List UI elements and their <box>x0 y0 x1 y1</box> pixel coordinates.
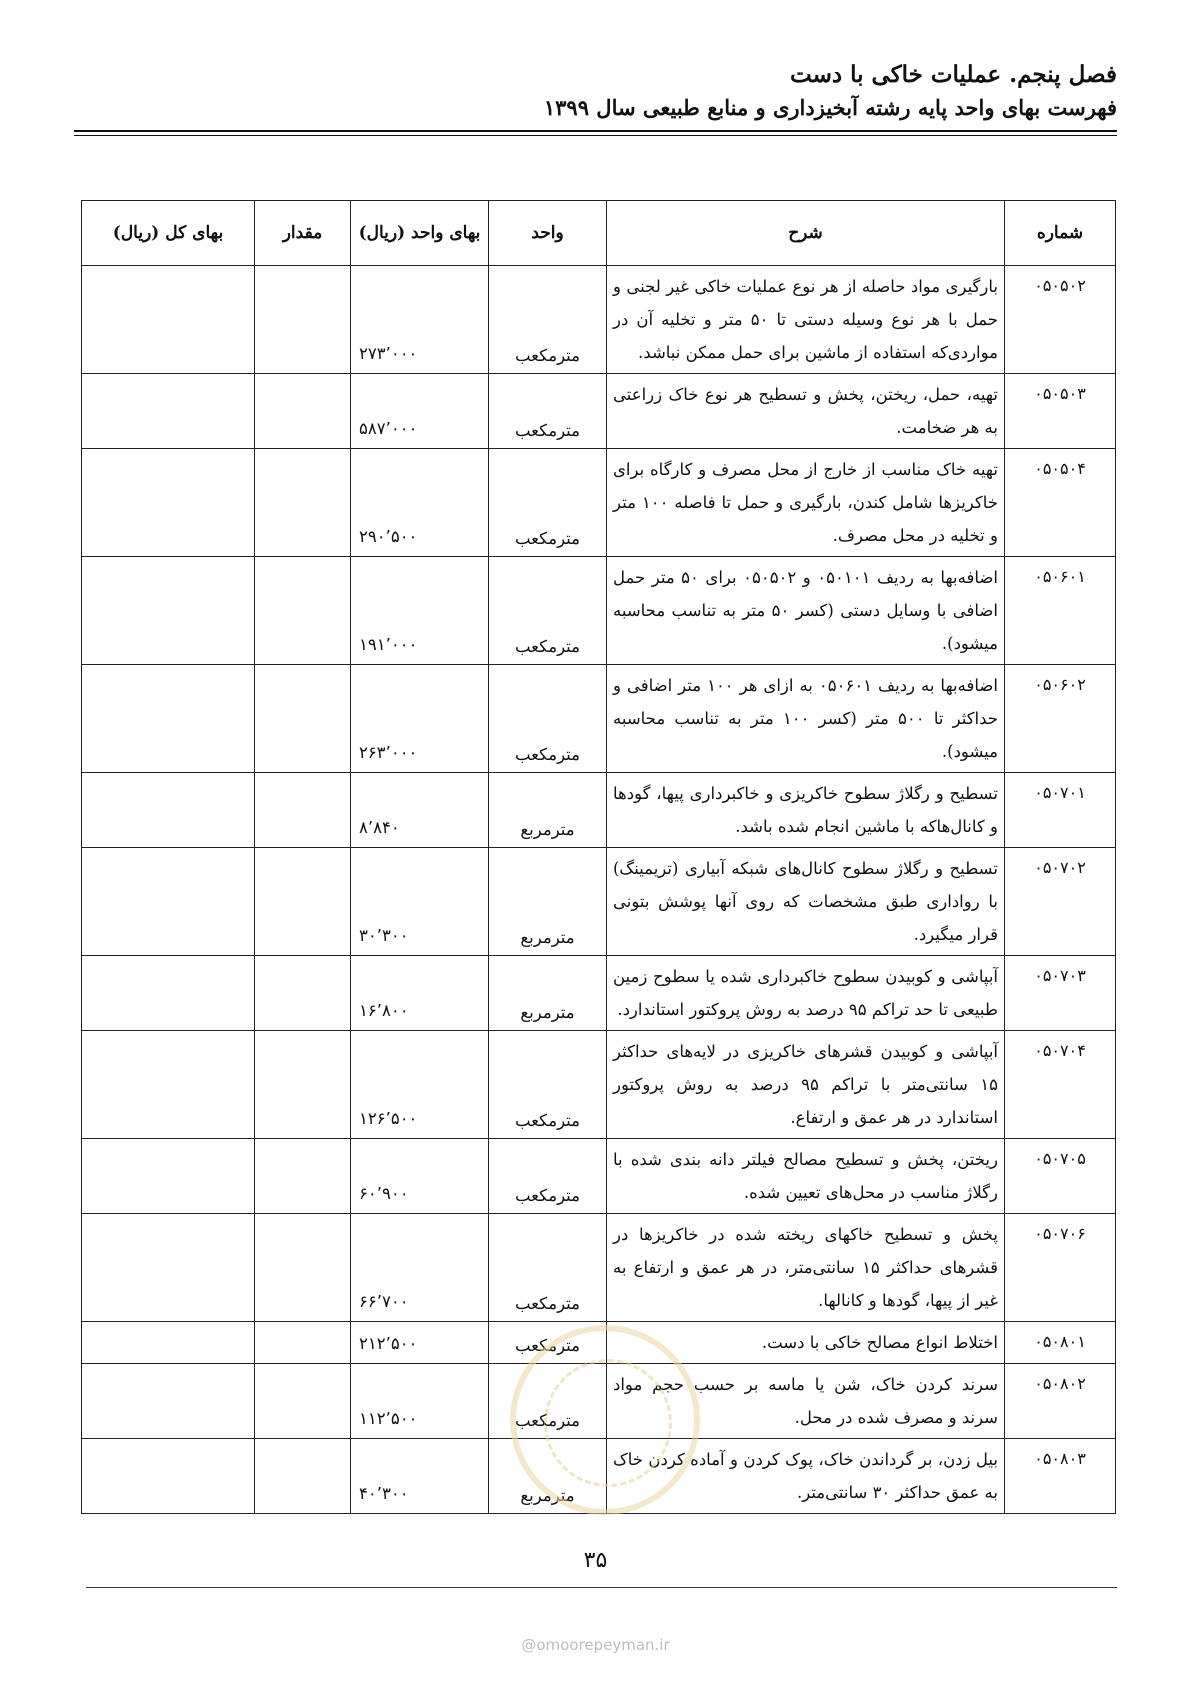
row-quantity <box>255 1031 351 1139</box>
row-total <box>82 374 255 449</box>
row-description: تهیه خاک مناسب از خارج از محل مصرف و کارگاه برای خاکریزها شامل کندن، بارگیری و حمل تا فاصله ۱۰۰ متر و تخلیه در محل مصرف. <box>607 449 1005 557</box>
row-quantity <box>255 848 351 956</box>
row-unit-price: ۳۰٬۳۰۰ <box>351 848 489 956</box>
row-unit-price: ۴۰٬۳۰۰ <box>351 1439 489 1514</box>
row-unit-price: ۲۷۳٬۰۰۰ <box>351 266 489 374</box>
row-quantity <box>255 1139 351 1214</box>
row-quantity <box>255 1214 351 1322</box>
row-quantity <box>255 665 351 773</box>
row-unit: مترمکعب <box>489 1364 607 1439</box>
row-number: ۰۵۰۷۰۵ <box>1005 1139 1116 1214</box>
row-unit-price: ۲۹۰٬۵۰۰ <box>351 449 489 557</box>
row-description: بیل زدن، بر گرداندن خاک، پوک کردن و آماده کردن خاک به عمق حداکثر ۳۰ سانتی‌متر. <box>607 1439 1005 1514</box>
row-description: اختلاط انواع مصالح خاکی با دست. <box>607 1322 1005 1364</box>
row-total <box>82 1139 255 1214</box>
col-total-header: بهای کل (ریال) <box>82 201 255 266</box>
row-description: تسطیح و رگلاژ سطوح کانال‌های شبکه آبیاری (تریمینگ) با رواداری طبق مشخصات که روی آنها پوشش بتونی قرار میگیرد. <box>607 848 1005 956</box>
row-number: ۰۵۰۵۰۲ <box>1005 266 1116 374</box>
watermark-seal <box>510 1325 700 1515</box>
row-number: ۰۵۰۷۰۶ <box>1005 1214 1116 1322</box>
row-total <box>82 266 255 374</box>
row-unit-price: ۱۱۲٬۵۰۰ <box>351 1364 489 1439</box>
row-total <box>82 1322 255 1364</box>
page-number: ۳۵ <box>583 1548 608 1573</box>
table-row <box>82 557 1116 665</box>
row-description: بارگیری مواد حاصله از هر نوع عملیات خاکی غیر لجنی و حمل با هر نوع وسیله دستی تا ۵۰ متر و تخلیه آن در مواردی‌که استفاده از ماشین برای حمل ممکن نباشد. <box>607 266 1005 374</box>
row-number: ۰۵۰۶۰۲ <box>1005 665 1116 773</box>
website-watermark: @omoorepeyman.ir <box>521 1636 670 1654</box>
row-quantity <box>255 956 351 1031</box>
row-number: ۰۵۰۵۰۳ <box>1005 374 1116 449</box>
row-total <box>82 449 255 557</box>
row-unit: مترمربع <box>489 956 607 1031</box>
header-rule-thin <box>74 135 1117 136</box>
row-unit-price: ۱۹۱٬۰۰۰ <box>351 557 489 665</box>
page-header <box>544 58 1117 124</box>
table-row <box>82 1031 1116 1139</box>
table-header-row <box>82 201 1116 266</box>
row-description: اضافه‌بها به ردیف ۰۵۰۱۰۱ و ۰۵۰۵۰۲ برای ۵۰ متر حمل اضافی با وسایل دستی (کسر ۵۰ متر به تناسب محاسبه میشود). <box>607 557 1005 665</box>
row-unit-price: ۲۱۲٬۵۰۰ <box>351 1322 489 1364</box>
row-quantity <box>255 1364 351 1439</box>
row-description: سرند کردن خاک، شن یا ماسه بر حسب حجم مواد سرند و مصرف شده در محل. <box>607 1364 1005 1439</box>
row-description: پخش و تسطیح خاکهای ریخته شده در خاکریزها در قشرهای حداکثر ۱۵ سانتی‌متر، در هر عمق و ارتفاع به غیر از پیها، گودها و کانالها. <box>607 1214 1005 1322</box>
row-number: ۰۵۰۸۰۲ <box>1005 1364 1116 1439</box>
row-number: ۰۵۰۷۰۲ <box>1005 848 1116 956</box>
table-row <box>82 374 1116 449</box>
row-total <box>82 557 255 665</box>
row-total <box>82 848 255 956</box>
row-unit: مترمربع <box>489 848 607 956</box>
row-number: ۰۵۰۷۰۱ <box>1005 773 1116 848</box>
footer-rule <box>86 1587 1117 1588</box>
row-unit-price: ۲۶۳٬۰۰۰ <box>351 665 489 773</box>
row-quantity <box>255 1439 351 1514</box>
row-quantity <box>255 773 351 848</box>
table-row <box>82 266 1116 374</box>
row-total <box>82 1439 255 1514</box>
row-total <box>82 1364 255 1439</box>
table-row <box>82 773 1116 848</box>
chapter-title: فصل پنجم. عملیات خاکی با دست <box>790 61 1117 88</box>
row-unit: مترمکعب <box>489 557 607 665</box>
row-number: ۰۵۰۵۰۴ <box>1005 449 1116 557</box>
row-number: ۰۵۰۷۰۳ <box>1005 956 1116 1031</box>
row-unit: مترمکعب <box>489 266 607 374</box>
row-number: ۰۵۰۸۰۳ <box>1005 1439 1116 1514</box>
row-unit: مترمکعب <box>489 1322 607 1364</box>
row-unit: مترمکعب <box>489 449 607 557</box>
row-unit-price: ۶۰٬۹۰۰ <box>351 1139 489 1214</box>
row-unit: مترمربع <box>489 773 607 848</box>
row-unit: مترمکعب <box>489 1214 607 1322</box>
row-unit-price: ۶۶٬۷۰۰ <box>351 1214 489 1322</box>
col-unit-price-header: بهای واحد (ریال) <box>351 201 489 266</box>
row-unit-price: ۸٬۸۴۰ <box>351 773 489 848</box>
row-unit-price: ۱۶٬۸۰۰ <box>351 956 489 1031</box>
table-row <box>82 1214 1116 1322</box>
table-row <box>82 1139 1116 1214</box>
col-unit-header: واحد <box>489 201 607 266</box>
row-quantity <box>255 449 351 557</box>
row-number: ۰۵۰۷۰۴ <box>1005 1031 1116 1139</box>
row-quantity <box>255 266 351 374</box>
table-row <box>82 956 1116 1031</box>
row-number: ۰۵۰۶۰۱ <box>1005 557 1116 665</box>
row-unit: مترمربع <box>489 1439 607 1514</box>
row-unit: مترمکعب <box>489 374 607 449</box>
document-title: فهرست بهای واحد پایه رشته آبخیزداری و منابع طبیعی سال ۱۳۹۹ <box>543 95 1117 120</box>
col-description-header: شرح <box>607 201 1005 266</box>
row-unit-price: ۵۸۷٬۰۰۰ <box>351 374 489 449</box>
row-unit: مترمکعب <box>489 665 607 773</box>
row-unit: مترمکعب <box>489 1031 607 1139</box>
row-description: اضافه‌بها به ردیف ۰۵۰۶۰۱ به ازای هر ۱۰۰ متر اضافی و حداکثر تا ۵۰۰ متر (کسر ۱۰۰ متر به تناسب محاسبه میشود). <box>607 665 1005 773</box>
row-description: تهیه، حمل، ریختن، پخش و تسطیح هر نوع خاک زراعتی به هر ضخامت. <box>607 374 1005 449</box>
row-description: ریختن، پخش و تسطیح مصالح فیلتر دانه بندی شده با رگلاژ مناسب در محل‌های تعیین شده. <box>607 1139 1005 1214</box>
row-number: ۰۵۰۸۰۱ <box>1005 1322 1116 1364</box>
row-description: آبپاشی و کوبیدن قشرهای خاکریزی در لایه‌های حداکثر ۱۵ سانتی‌متر با تراکم ۹۵ درصد به روش پروکتور استاندارد در هر عمق و ارتفاع. <box>607 1031 1005 1139</box>
row-unit-price: ۱۲۶٬۵۰۰ <box>351 1031 489 1139</box>
row-description: تسطیح و رگلاژ سطوح خاکریزی و خاکبرداری پیها، گودها و کانال‌ها‌که با ماشین انجام شده باشد. <box>607 773 1005 848</box>
col-number-header: شماره <box>1005 201 1116 266</box>
row-total <box>82 956 255 1031</box>
row-description: آبپاشی و کوبیدن سطوح خاکبرداری شده یا سطوح زمین طبیعی تا حد تراکم ۹۵ درصد به روش پروکتور استاندارد. <box>607 956 1005 1031</box>
table-row <box>82 848 1116 956</box>
row-total <box>82 1031 255 1139</box>
table-row <box>82 665 1116 773</box>
row-quantity <box>255 557 351 665</box>
row-total <box>82 665 255 773</box>
price-table <box>81 200 1116 1514</box>
row-quantity <box>255 1322 351 1364</box>
row-quantity <box>255 374 351 449</box>
table-row <box>82 449 1116 557</box>
row-total <box>82 1214 255 1322</box>
row-unit: مترمکعب <box>489 1139 607 1214</box>
row-total <box>82 773 255 848</box>
col-quantity-header: مقدار <box>255 201 351 266</box>
header-rule-thick <box>74 130 1117 132</box>
